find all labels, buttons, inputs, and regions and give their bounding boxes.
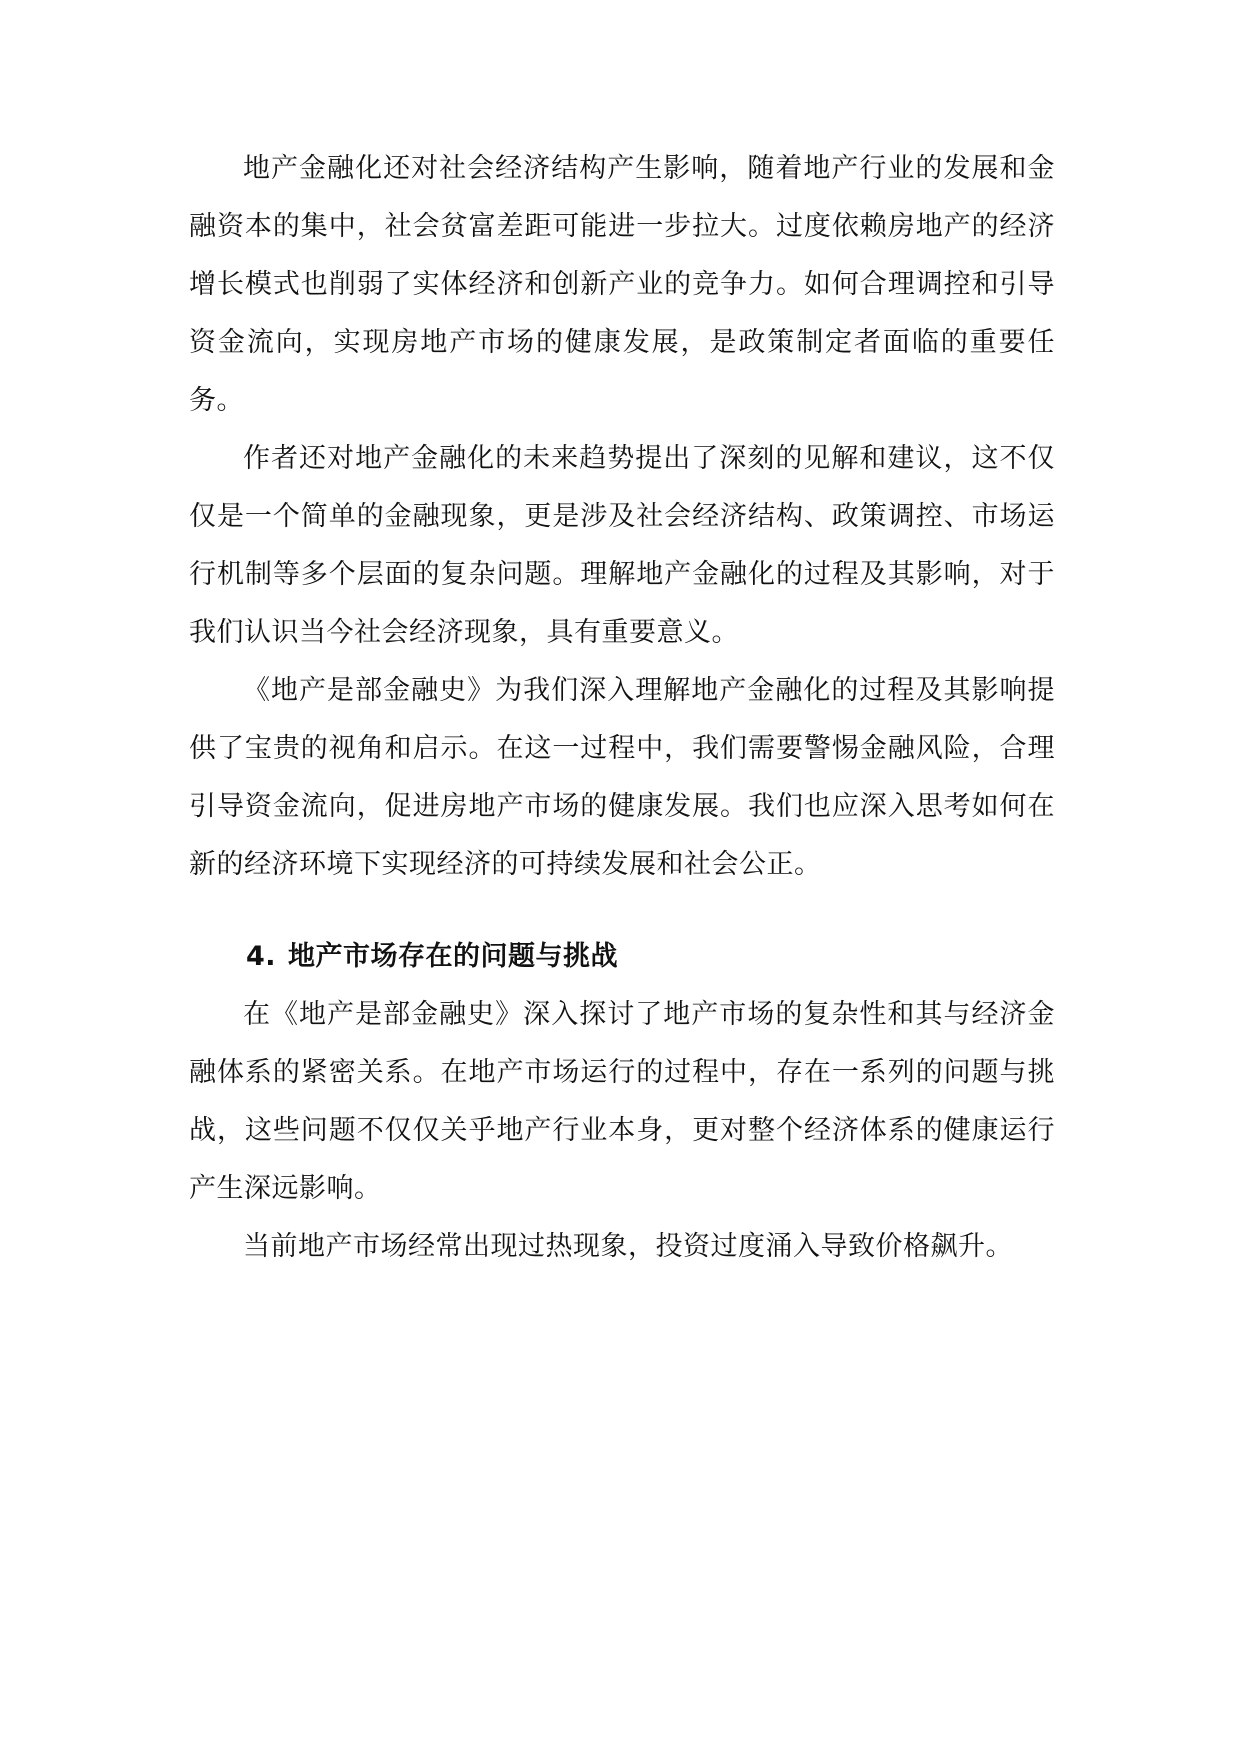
paragraph: 当前地产市场经常出现过热现象，投资过度涌入导致价格飙升。 [243,1231,1013,1262]
paragraph: 地产金融化还对社会经济结构产生影响，随着地产行业的发展和金融资本的集中，社会贫富差距可能进一步拉大。过度依赖房地产的经济增长模式也削弱了实体经济和创新产业的竞争力。如何合理调控和引导资金流向，实现房地产市场的健康发展，是政策制定者面临的重要任务。 [189,153,1055,416]
paragraph: 《地产是部金融史》为我们深入理解地产金融化的过程及其影响提供了宝贵的视角和启示。在这一过程中，我们需要警惕金融风险，合理引导资金流向，促进房地产市场的健康发展。我们也应深入思考如何在新的经济环境下实现经济的可持续发展和社会公正。 [189,675,1055,880]
section-title: 地产市场存在的问题与挑战 [288,941,618,972]
section-heading [189,928,1055,986]
paragraph: 作者还对地产金融化的未来趋势提出了深刻的见解和建议，这不仅仅是一个简单的金融现象，更是涉及社会经济结构、政策调控、市场运行机制等多个层面的复杂问题。理解地产金融化的过程及其影响，对于我们认识当今社会经济现象，具有重要意义。 [189,443,1055,648]
document-body [189,140,1055,1276]
section-number: 4. [246,941,277,972]
paragraph: 在《地产是部金融史》深入探讨了地产市场的复杂性和其与经济金融体系的紧密关系。在地产市场运行的过程中，存在一系列的问题与挑战，这些问题不仅仅关乎地产行业本身，更对整个经济体系的健康运行产生深远影响。 [189,999,1055,1204]
